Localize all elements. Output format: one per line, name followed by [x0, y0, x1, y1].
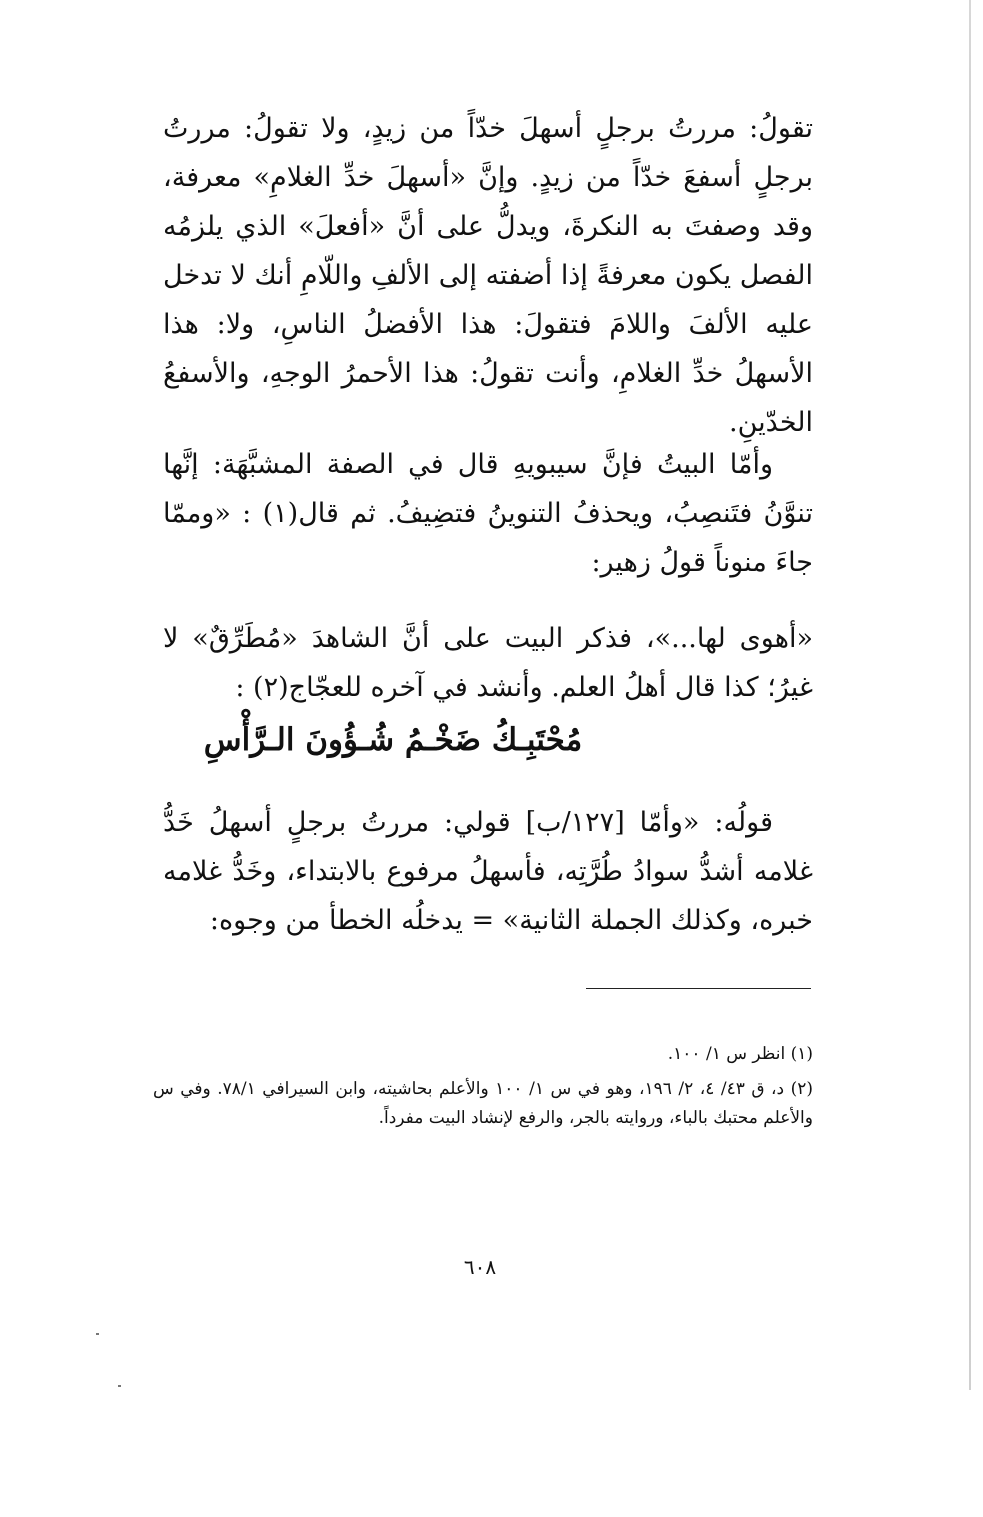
poetry-verse: مُحْتَبِـكُ ضَخْـمُ شُـؤُونَ الـرَّأْسِ [203, 722, 583, 758]
footnote-2: (٢) د، ق ٤٣/ ٤، ٢/ ١٩٦، وهو في س ١/ ١٠٠ والأعلم بحاشيته، وابن السيرافي ٧٨/١. وفي س والأعلم محتبك بالباء، وروايته بالجر، والرفع لإنشاد البيت مفرداً. [153, 1079, 813, 1128]
scan-speck [96, 1333, 99, 1335]
page-number: ٦٠٨ [463, 1255, 497, 1279]
scan-edge [969, 0, 971, 1390]
paragraph-3: «أهوى لها...»، فذكر البيت على أنَّ الشاهدَ «مُطَرِّقٌ» لا غيرُ؛ كذا قال أهلُ العلم. وأنشد في آخره للعجّاج(٢) : [163, 623, 813, 703]
footnote-separator [586, 988, 811, 989]
paragraph-2: وأمّا البيتُ فإنَّ سيبويهِ قال في الصفة المشبَّهَة: إنَّها تنوَّنُ فتَنصِبُ، ويحذفُ التنوينُ فتضِيفُ. ثم قال(١) : «وممّا جاءَ منوناً قولُ زهير: [163, 449, 813, 578]
paragraph-1: تقولُ: مررتُ برجلٍ أسهلَ خدّاً من زيدٍ، ولا تقولُ: مررتُ برجلٍ أسفعَ خدّاً من زيدٍ. وإنَّ «أسهلَ خدِّ الغلامِ» معرفة، وقد وصفتَ به النكرةَ، ويدلُّ على أنَّ «أفعلَ» الذي يلزمُه الفصل يكون معرفةً إذا أضفته إلى الألفِ واللّامِ أنك لا تدخل عليه الألفَ واللامَ فتقولَ: هذا الأفضلُ الناسِ، ولا: هذا الأسهلُ خدِّ الغلامِ، وأنت تقولُ: هذا الأحمرُ الوجهِ، والأسفعُ الخدّينِ. [163, 113, 813, 438]
scan-speck [118, 1385, 121, 1387]
paragraph-4: قولُه: «وأمّا [١٢٧/ب] قولي: مررتُ برجلٍ أسهلُ خَدُّ غلامه أشدُّ سوادُ طُرَّتِه، فأسهلُ مرفوع بالابتداء، وخَدُّ غلامه خبره، وكذلك الجملة الثانية» = يدخلُه الخطأ من وجوه: [163, 807, 813, 936]
footnote-1: (١) انظر س ١/ ١٠٠. [667, 1044, 813, 1064]
